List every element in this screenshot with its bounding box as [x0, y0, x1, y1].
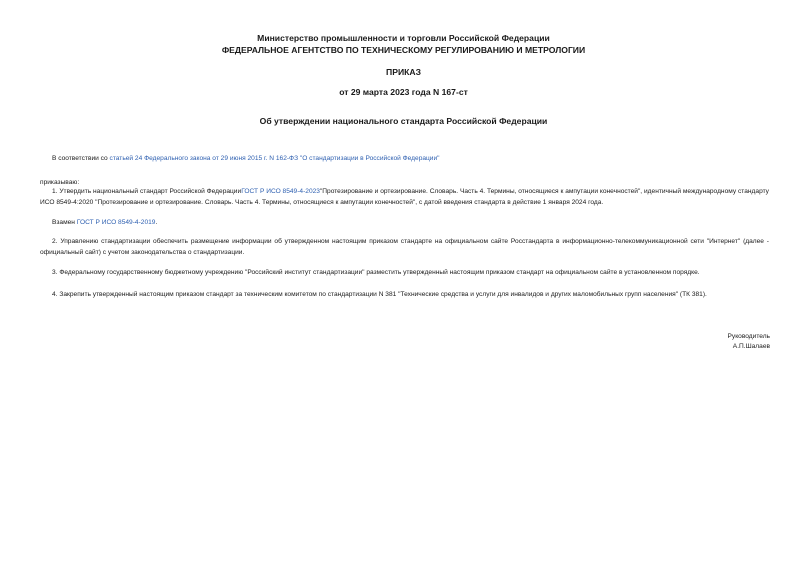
replace-paragraph [40, 218, 781, 229]
intro-prefix: В соответствии со [52, 155, 110, 162]
item-1-prefix: 1. Утвердить национальный стандарт Российской Федерации [52, 188, 242, 195]
replace-suffix: . [155, 219, 158, 226]
agency-name: ФЕДЕРАЛЬНОЕ АГЕНТСТВО ПО ТЕХНИЧЕСКОМУ РЕГУЛИРОВАНИЮ И МЕТРОЛОГИИ [221, 45, 586, 55]
signatory-title: Руководитель [727, 333, 770, 340]
document-type: ПРИКАЗ [386, 67, 421, 77]
signatory-name: А.П.Шалаев [732, 343, 770, 350]
item-4-paragraph: 4. Закрепить утвержденный настоящим приказом стандарт за техническим комитетом по стандартизации N 381 "Технические средства и услуги для инвалидов и других маломобильных групп населения" (ТК 381). [52, 291, 707, 298]
federal-law-link[interactable]: статьей 24 Федерального закона от 29 июня 2015 г. N 162-ФЗ "О стандартизации в Российской Федерации" [109, 155, 440, 162]
intro-paragraph [40, 154, 781, 165]
ministry-name: Министерство промышленности и торговли Российской Федерации [257, 33, 550, 43]
replace-prefix: Взамен [52, 219, 77, 226]
document-date-number: от 29 марта 2023 года N 167-ст [339, 87, 468, 97]
item-1-paragraph [40, 187, 769, 208]
document-subject: Об утверждении национального стандарта Российской Федерации [259, 116, 548, 126]
item-2-paragraph: 2. Управлению стандартизации обеспечить размещение информации об утвержденном настоящим приказом стандарте на официальном сайте Росстандарта в информационно-телекоммуникационной сети "Интернет" (далее - официальный сайт) с учетом законодательства о стандартизации. [40, 238, 769, 256]
item-1-rest: "Протезирование и ортезирование. Словарь. Часть 4. Термины, относящиеся к ампутации конечностей", идентичный международному стандарту ИСО 8549-4:2020 "Протезирование и ортезирование. Словарь. Часть 4. Термины, относящиеся к ампутации конечностей", с датой введения стандарта в действие 1 января 2024 года. [40, 188, 769, 206]
gost-2019-link[interactable]: ГОСТ Р ИСО 8549-4-2019 [76, 219, 156, 226]
item-3-paragraph: 3. Федеральному государственному бюджетному учреждению "Российский институт стандартизации" разместить утвержденный настоящим приказом стандарт на официальном сайте в установленном порядке. [52, 269, 700, 276]
gost-2023-link[interactable]: ГОСТ Р ИСО 8549-4-2023 [241, 188, 320, 195]
order-word: приказываю: [40, 179, 80, 186]
